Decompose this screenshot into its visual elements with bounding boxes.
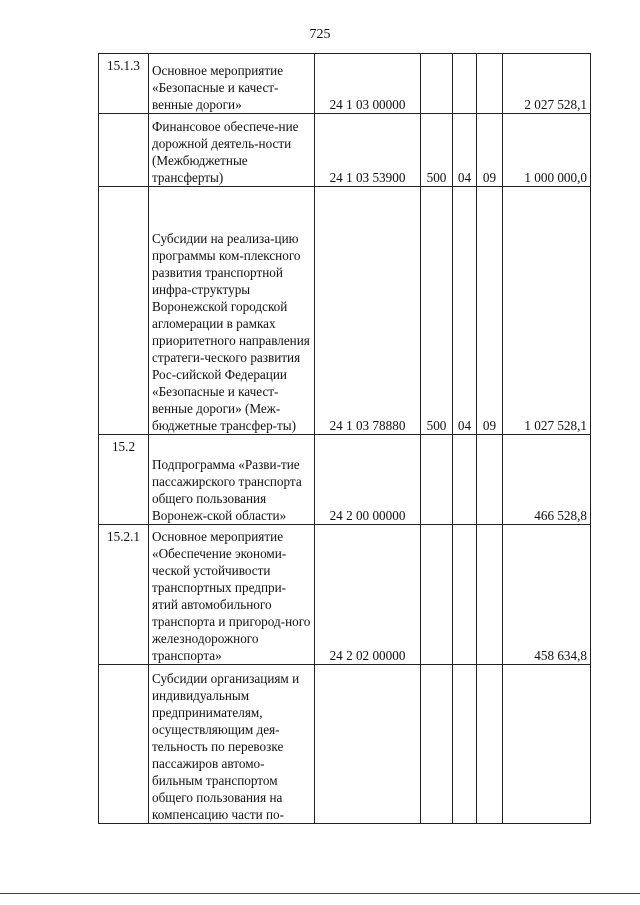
cell-target-code bbox=[315, 665, 421, 824]
table-row bbox=[99, 54, 591, 114]
cell-subsection-code bbox=[477, 525, 503, 665]
cell-section-code bbox=[453, 525, 477, 665]
cell-subsection-code bbox=[477, 54, 503, 114]
cell-row-number bbox=[99, 114, 149, 187]
page-number: 725 bbox=[309, 27, 331, 42]
table-row bbox=[99, 435, 591, 525]
cell-item-name: Субсидии на реализа-цию программы ком-плексного развития транспортной инфра-структуры Воронежской городской агломерации в рамках приоритетного направления стратеги-ческого развития Рос-сийской Федерации «Безопасные и качест-венные дороги» (Меж-бюджетные трансфер-ты) bbox=[149, 187, 315, 435]
cell-subsection-code bbox=[477, 665, 503, 824]
cell-row-number bbox=[99, 187, 149, 435]
table-row bbox=[99, 525, 591, 665]
cell-item-name: Основное мероприятие «Обеспечение экономи-ческой устойчивости транспортных предпри-ятий автомобильного транспорта и пригород-ного железнодорожного транспорта» bbox=[149, 525, 315, 665]
budget-table bbox=[98, 53, 591, 824]
cell-amount: 1 000 000,0 bbox=[503, 114, 591, 187]
cell-amount bbox=[503, 665, 591, 824]
cell-subsection-code bbox=[477, 435, 503, 525]
cell-target-code: 24 1 03 00000 bbox=[315, 54, 421, 114]
cell-grbs-code bbox=[421, 665, 453, 824]
footer-rule bbox=[0, 893, 640, 894]
cell-target-code: 24 1 03 78880 bbox=[315, 187, 421, 435]
cell-target-code: 24 2 00 00000 bbox=[315, 435, 421, 525]
cell-grbs-code: 500 bbox=[421, 187, 453, 435]
cell-grbs-code bbox=[421, 525, 453, 665]
table-row bbox=[99, 187, 591, 435]
cell-item-name: Основное мероприятие «Безопасные и качест-венные дороги» bbox=[149, 54, 315, 114]
cell-subsection-code: 09 bbox=[477, 114, 503, 187]
cell-grbs-code bbox=[421, 54, 453, 114]
cell-row-number: 15.2.1 bbox=[99, 525, 149, 665]
cell-amount: 458 634,8 bbox=[503, 525, 591, 665]
cell-amount: 1 027 528,1 bbox=[503, 187, 591, 435]
cell-section-code bbox=[453, 54, 477, 114]
cell-target-code: 24 2 02 00000 bbox=[315, 525, 421, 665]
cell-amount: 2 027 528,1 bbox=[503, 54, 591, 114]
cell-grbs-code: 500 bbox=[421, 114, 453, 187]
table-row bbox=[99, 665, 591, 824]
cell-row-number bbox=[99, 665, 149, 824]
cell-section-code bbox=[453, 435, 477, 525]
cell-amount: 466 528,8 bbox=[503, 435, 591, 525]
table-row bbox=[99, 114, 591, 187]
cell-section-code: 04 bbox=[453, 187, 477, 435]
cell-grbs-code bbox=[421, 435, 453, 525]
cell-section-code bbox=[453, 665, 477, 824]
cell-item-name: Подпрограмма «Разви-тие пассажирского транспорта общего пользования Воронеж-ской области» bbox=[149, 435, 315, 525]
cell-section-code: 04 bbox=[453, 114, 477, 187]
cell-item-name: Субсидии организациям и индивидуальным предпринимателям, осуществляющим дея-тельность по перевозке пассажиров автомо-бильным транспортом общего пользования на компенсацию части по- bbox=[149, 665, 315, 824]
cell-item-name: Финансовое обеспече-ние дорожной деятель-ности (Межбюджетные трансферты) bbox=[149, 114, 315, 187]
cell-subsection-code: 09 bbox=[477, 187, 503, 435]
budget-table-body bbox=[99, 54, 591, 824]
cell-target-code: 24 1 03 53900 bbox=[315, 114, 421, 187]
cell-row-number: 15.1.3 bbox=[99, 54, 149, 114]
cell-row-number: 15.2 bbox=[99, 435, 149, 525]
